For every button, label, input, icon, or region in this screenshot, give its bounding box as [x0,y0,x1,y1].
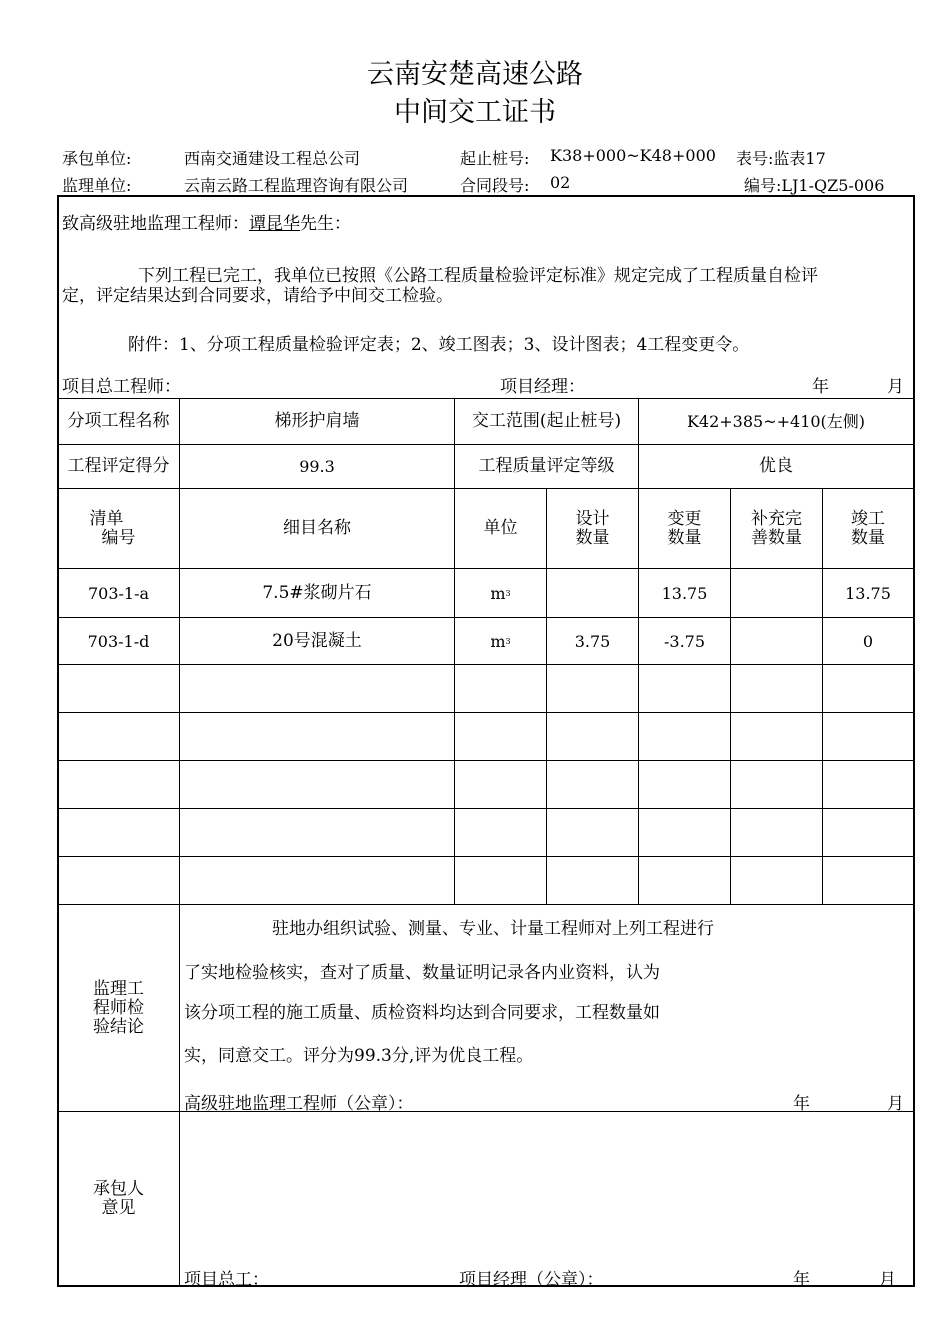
col-header-unit: 单位 [483,518,518,538]
grade-value: 优良 [759,456,793,476]
row2-name: 20号混凝土 [272,630,362,651]
letter-body-line1: 下列工程已完工，我单位已按照《公路工程质量检验评定标准》规定完成了工程质量自检评 [138,266,818,286]
supervisor-value: 云南云路工程监理咨询有限公司 [184,176,409,195]
range-label: 交工范围(起止桩号) [471,411,622,431]
supervisor-label: 监理单位: [62,176,132,195]
col-header-change: 变更 数量 [667,508,702,548]
col-header-final: 竣工 数量 [851,508,885,548]
chainage-label: 起止桩号: [460,149,530,168]
item-name-value: 梯形护肩墙 [274,411,360,431]
row1-change: 13.75 [661,583,708,603]
supervision-month: 月 [887,1094,904,1114]
supervision-sign: 高级驻地监理工程师（公章）： [184,1094,414,1114]
serial-number: 编号:LJ1-QZ5-006 [744,176,885,195]
score-value: 99.3 [299,457,335,476]
row1-supplement [731,569,822,617]
contractor-year: 年 [793,1270,810,1290]
contractor-value: 西南交通建设工程总公司 [184,149,361,168]
supervision-line1: 驻地办组织试验、测量、专业、计量工程师对上列工程进行 [272,919,714,939]
supervision-line2: 了实地检验核实，查对了质量、数量证明记录各内业资料，认为 [184,963,660,983]
row1-unit: m 3 [490,583,511,603]
col-header-code: 清单 编号 [89,508,136,548]
contractor-opinion-label: 承包人 意见 [93,1178,144,1218]
row1-final: 13.75 [845,583,891,603]
addressee: 致高级驻地监理工程师：谭昆华先生： [62,214,351,234]
document-subtitle: 中间交工证书 [394,97,556,128]
row2-final: 0 [862,631,874,651]
row1-code: 703-1-a [87,583,150,603]
supervision-year: 年 [793,1094,810,1114]
letter-year: 年 [812,377,829,397]
engineer-name: 谭昆华 [249,214,300,234]
row2-design: 3.75 [574,631,611,651]
document-title: 云南安楚高速公路 [367,59,583,90]
row1-name: 7.5#浆砌片石 [262,582,372,603]
contractor-month: 月 [879,1270,896,1290]
supervision-line3: 该分项工程的施工质量、质检资料均达到合同要求，工程数量如 [184,1003,660,1023]
contractor-manager-label: 项目经理（公章）： [459,1270,604,1290]
range-value: K42+385~+410(左侧) [686,412,866,431]
col-header-name: 细目名称 [283,518,351,538]
row2-change: -3.75 [663,631,706,651]
supervision-line4: 实，同意交工。评分为99.3分,评为优良工程。 [184,1046,534,1066]
col-header-supplement: 补充完 善数量 [751,508,802,548]
col-header-design: 设计 数量 [575,508,610,548]
attachments-text: 附件：1、分项工程质量检验评定表；2、竣工图表；3、设计图表；4工程变更令。 [128,335,750,355]
row1-design [547,569,638,617]
item-name-label: 分项工程名称 [67,411,170,431]
form-number: 表号:监表17 [736,149,826,168]
row2-code: 703-1-d [87,631,150,651]
contractor-label: 承包单位: [62,149,132,168]
row2-unit: m 3 [490,631,511,651]
score-label: 工程评定得分 [67,456,170,476]
grade-label: 工程质量评定等级 [478,456,615,476]
row2-supplement [731,618,822,664]
contractor-chief-label: 项目总工： [184,1270,269,1290]
supervision-label: 监理工 程师检 验结论 [93,978,144,1037]
chainage-value: K38+000~K48+000 [550,146,716,165]
letter-month: 月 [887,377,904,397]
letter-body-line2: 定，评定结果达到合同要求，请给予中间交工检验。 [62,286,453,306]
chief-engineer-label: 项目总工程师： [62,377,181,397]
section-label: 合同段号: [460,176,530,195]
project-manager-label: 项目经理： [500,377,585,397]
section-value: 02 [550,173,571,192]
